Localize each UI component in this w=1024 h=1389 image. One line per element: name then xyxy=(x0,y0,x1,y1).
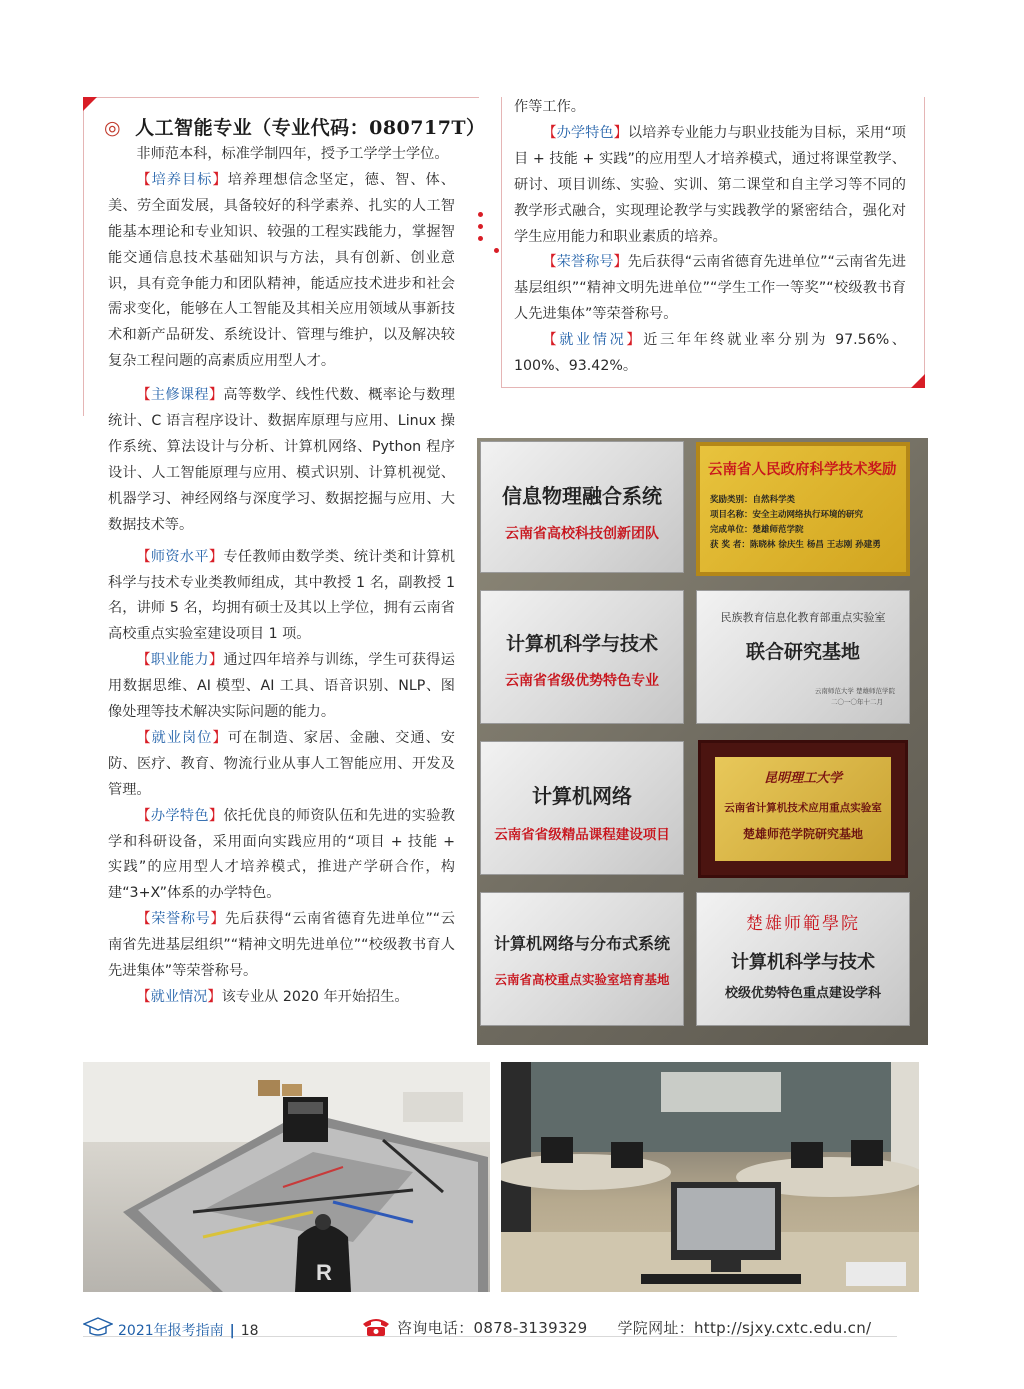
plaque-cps-team: 信息物理融合系统 云南省高校科技创新团队 xyxy=(480,441,684,573)
plaque-science-award: 云南省人民政府科学技术奖励 奖励类别：自然科学类 项目名称：安全主动网络执行环境的研究 完成单位：楚雄师范学院 获 奖 者：陈晓林 徐庆生 杨昌 王志刚 孙建勇 xyxy=(696,442,910,576)
major-description xyxy=(108,142,455,1011)
college-website[interactable]: 学院网址：http://sjxy.cxtc.edu.cn/ xyxy=(617,1319,872,1337)
plaque-network-course: 计算机网络 云南省省级精品课程建设项目 xyxy=(480,741,684,875)
section-training-goal: 【培养目标】培养理想信念坚定，德、智、体、美、劳全面发展，具备较好的科学素养、扎实的人工智能基本理论和专业知识、较强的工程实践能力，掌握智能交通信息技术基础知识与方法，具有创新、创业意识，具有竞争能力和团队精神，能适应技术进步和社会需求变化，能够在人工智能及其相关应用领域从事新技术和新产品研发、系统设计、管理与维护，以及解决较复杂工程问题的高素质应用型人才。 xyxy=(108,171,455,370)
section-honors: 【荣誉称号】先后获得“云南省德育先进单位”“云南省先进基层组织”“精神文明先进单位”“校级教书育人先进集体”等荣誉称号。 xyxy=(108,911,455,980)
contact-phone: 咨询电话：0878-3139329 xyxy=(397,1319,588,1337)
footer-contact xyxy=(397,1317,901,1338)
graduation-cap-icon xyxy=(83,1316,113,1342)
previous-major-continuation xyxy=(514,95,906,380)
plaque-distributed-systems: 计算机网络与分布式系统 云南省高校重点实验室培育基地 xyxy=(480,892,684,1026)
footer-guide: 2021年报考指南 | 18 xyxy=(118,1323,259,1339)
section-jobs: 【就业岗位】可在制造、家居、金融、交通、安防、医疗、教育、物流行业从事人工智能应用、开发及管理。 xyxy=(108,729,455,798)
bullet-icon: ◎ xyxy=(104,117,122,139)
dots-decoration-2 xyxy=(494,248,500,260)
plaque-wall-photo xyxy=(477,438,928,1045)
section-employment: 【就业情况】该专业从 2020 年开始招生。 xyxy=(136,989,409,1005)
ai-robot-track-photo xyxy=(83,1062,490,1292)
section-abilities: 【职业能力】通过四年培养与训练，学生可获得运用数据思维、AI 模型、AI 工具、语音识别、NLP、图像处理等技术解决实际问题的能力。 xyxy=(108,652,455,721)
section-courses: 【主修课程】高等数学、线性代数、概率论与数理统计、C 语言程序设计、数据库原理与应用、Linux 操作系统、算法设计与分析、计算机网络、Python 程序设计、人工智能原理与应用、模式识别、计算机视觉、机器学习、神经网络与深度学习、数据挖掘与应用、大数据技术等。 xyxy=(108,387,455,533)
prev-section-employment: 【就业情况】近三年年终就业率分别为 97.56%、100%、93.42%。 xyxy=(514,332,906,375)
plaque-joint-research-base: 民族教育信息化教育部重点实验室 联合研究基地 云南师范大学 楚雄师范学院 二〇一〇年十二月 xyxy=(696,590,910,724)
prev-section-honors: 【荣誉称号】先后获得“云南省德育先进单位”“云南省先进基层组织”“精神文明先进单位”“学生工作一等奖”“校级教书育人先进集体”等荣誉称号。 xyxy=(514,254,906,323)
plaque-cs-major: 计算机科学与技术 云南省省级优势特色专业 xyxy=(480,590,684,724)
prev-section-features: 【办学特色】以培养专业能力与职业技能为目标，采用“项目 + 技能 + 实践”的应用型人才培养模式，通过将课堂教学、研讨、项目训练、实验、实训、第二课堂和自主学习等不同的教学形式融合，实现理论教学与实践教学的紧密结合，强化对学生应用能力和职业素质的培养。 xyxy=(514,124,906,245)
page-number: 18 xyxy=(240,1323,259,1339)
robot-track-illustration xyxy=(83,1062,490,1292)
dots-decoration xyxy=(478,212,484,248)
major-intro: 非师范本科，标准学制四年，授予工学学士学位。 xyxy=(136,146,449,162)
computer-lab-illustration xyxy=(501,1062,919,1292)
section-faculty: 【师资水平】专任教师由数学类、统计类和计算机科学与技术专业类教师组成，其中教授 1 名，副教授 1 名，讲师 5 名，均拥有硕士及其以上学位，拥有云南省高校重点实验室建设项目 1 项。 xyxy=(108,548,455,643)
college-logo-text: 楚雄师範學院 xyxy=(746,914,860,934)
continued-text: 作等工作。 xyxy=(514,99,585,115)
major-title: ◎ 人工智能专业（专业代码：080717T） xyxy=(104,117,486,139)
section-features: 【办学特色】依托优良的师资队伍和先进的实验教学和科研设备，采用面向实践应用的“项目 + 技能 + 实践”的应用型人才培养模式，推进产学研合作，构建“3+X”体系的办学特色。 xyxy=(108,807,455,902)
plaque-cs-discipline: 楚雄师範學院 计算机科学与技术 校级优势特色重点建设学科 xyxy=(696,892,910,1026)
phone-icon xyxy=(360,1314,392,1342)
computer-lab-photo xyxy=(501,1062,919,1292)
plaque-kmust-lab: 昆明理工大学 云南省计算机技术应用重点实验室 楚雄师范学院研究基地 xyxy=(698,740,908,878)
svg-text:R: R xyxy=(316,1260,332,1285)
